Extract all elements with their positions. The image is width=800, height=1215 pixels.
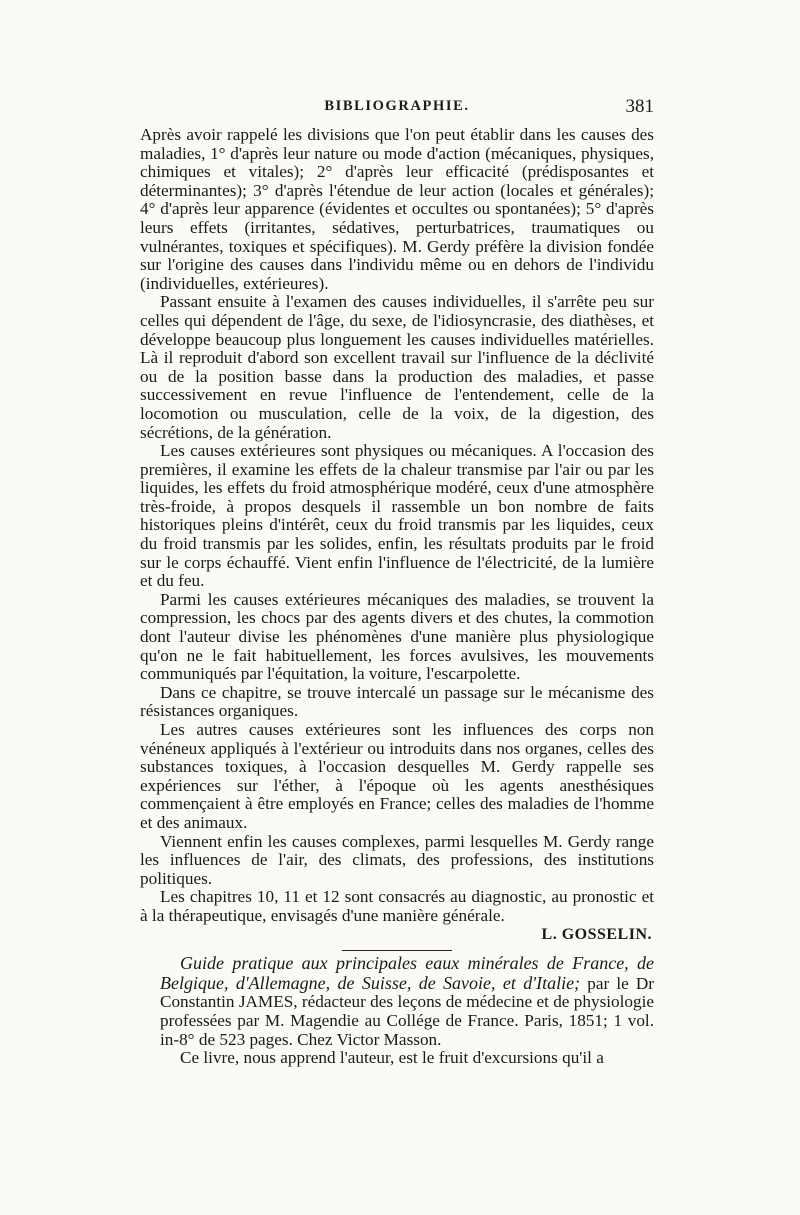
review-text xyxy=(140,126,654,1068)
page-header xyxy=(140,98,654,122)
paragraph-other-external-causes: Les autres causes extérieures sont les influences des corps non vénéneux appliqués à l'extérieur ou introduits dans nos organes, celles des substances toxiques, à l'occasion desquelles M. Gerdy rappelle ses expériences sur l'éther, à l'époque où les agents anesthésiques commençaient à être employés en France; celles des maladies de l'homme et des animaux. xyxy=(140,720,654,832)
running-head: BIBLIOGRAPHIE. xyxy=(324,98,470,114)
book-details: par le Dr Constantin JAMES, rédacteur des leçons de médecine et de physiologie professées par M. Magendie au Collége de France. Paris, 1851; 1 vol. in-8° de 523 pages. Chez Victor Masson. xyxy=(160,973,655,1049)
paragraph-divisions: Après avoir rappelé les divisions que l'on peut établir dans les causes des maladies, 1° d'après leur nature ou mode d'action (mécaniques, physiques, chimiques et vitales); 2° d'après leur efficacité (prédisposantes et déterminantes); 3° d'après l'étendue de leur action (locales et générales); 4° d'après leur apparence (évidentes et occultes ou spontanées); 5° d'après leurs effets (irritantes, sédatives, perturbatrices, traumatiques ou vulnérantes, toxiques et spécifiques). M. Gerdy préfère la division fondée sur l'origine des causes dans l'individu même ou en dehors de l'individu (individuelles, extérieures). xyxy=(140,125,654,293)
book-review-opening xyxy=(140,1049,654,1068)
paragraph-external-physical-causes: Les causes extérieures sont physiques ou mécaniques. A l'occasion des premières, il examine les effets de la chaleur transmise par l'air ou par les liquides, les effets du froid atmosphérique modéré, ceux d'une atmosphère très-froide, à propos desquels il rassemble un bon nombre de faits historiques pleins d'intérêt, ceux du froid transmis par les liquides, ceux du froid transmis par les solides, enfin, les résultats produits par le froid sur le corps échauffé. Vient enfin l'influence de l'électricité, de la lumière et du feu. xyxy=(140,441,654,591)
paragraph-mechanical-causes: Parmi les causes extérieures mécaniques des maladies, se trouvent la compression, les chocs par des agents divers et des chutes, la commotion dont l'auteur divise les phénomènes d'une manière plus physiologique qu'on ne le fait habituellement, les forces avulsives, les mouvements communiqués par l'équitation, la voiture, l'escarpolette. xyxy=(140,589,654,684)
book-title: Guide pratique aux principales eaux minérales de France, de Belgique, d'Allemagne, de Suisse, de Savoie, et d'Italie; xyxy=(160,953,654,993)
opening-line: Ce livre, nous apprend l'auteur, est le fruit d'excursions qu'il a xyxy=(180,1048,604,1068)
paragraph-complex-causes: Viennent enfin les causes complexes, parmi lesquelles M. Gerdy range les influences de l'air, des climats, des professions, des institutions politiques. xyxy=(140,831,654,888)
book-reference xyxy=(140,954,654,1049)
paragraph-individual-causes: Passant ensuite à l'examen des causes individuelles, il s'arrête peu sur celles qui dépendent de l'âge, du sexe, de l'idiosyncrasie, des diathèses, et développe beaucoup plus longuement les causes individuelles matérielles. Là il reproduit d'abord son excellent travail sur l'influence de la déclivité ou de la position basse dans la production des maladies, et passe successivement en revue l'influence de l'entendement, celle de la locomotion ou musculation, celle de la voix, de la digestion, des sécrétions, de la génération. xyxy=(140,292,654,442)
paragraph-organic-resistance: Dans ce chapitre, se trouve intercalé un passage sur le mécanisme des résistances organiques. xyxy=(140,682,654,721)
review-signature: L. GOSSELIN. xyxy=(541,925,652,943)
paragraph-chapters: Les chapitres 10, 11 et 12 sont consacrés au diagnostic, au pronostic et à la thérapeutique, envisagés d'une manière générale. xyxy=(140,887,654,925)
section-divider xyxy=(342,950,452,951)
page-number: 381 xyxy=(625,96,654,117)
